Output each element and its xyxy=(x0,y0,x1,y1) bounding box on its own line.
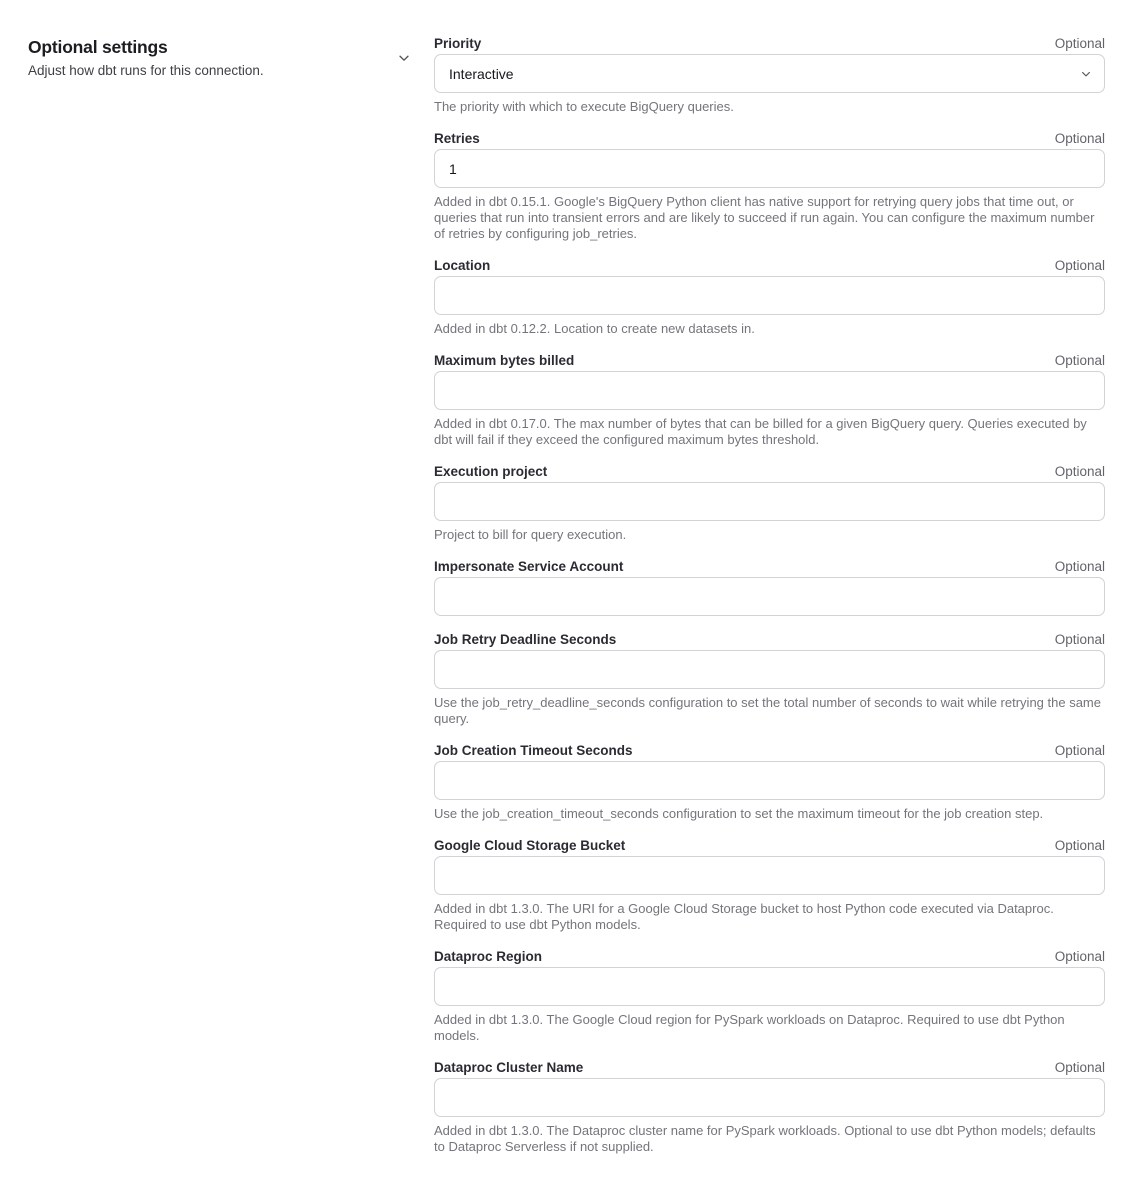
impersonate-service-account-input[interactable] xyxy=(434,577,1105,616)
section-subtitle: Adjust how dbt runs for this connection. xyxy=(28,63,264,78)
field-head xyxy=(434,949,1105,964)
field-head xyxy=(434,838,1105,853)
field-label-job-retry-deadline-seconds: Job Retry Deadline Seconds xyxy=(434,632,617,647)
optional-tag: Optional xyxy=(1054,632,1105,647)
field-maximum-bytes-billed xyxy=(434,353,1105,448)
field-head xyxy=(434,131,1105,146)
priority-select-value: Interactive xyxy=(449,65,514,82)
field-location xyxy=(434,258,1105,337)
optional-tag: Optional xyxy=(1054,559,1105,574)
field-help-dataproc-cluster-name: Added in dbt 1.3.0. The Dataproc cluster name for PySpark workloads. Optional to use dbt Python models; defaults to Dataproc Serverless if not supplied. xyxy=(434,1123,1096,1154)
field-help-execution-project: Project to bill for query execution. xyxy=(434,527,627,542)
chevron-down-icon xyxy=(397,51,411,65)
field-head xyxy=(434,743,1105,758)
section-collapse-button[interactable] xyxy=(396,50,412,66)
optional-tag: Optional xyxy=(1054,353,1105,368)
field-help-retries: Added in dbt 0.15.1. Google's BigQuery Python client has native support for retrying query jobs that time out, or queries that run into transient errors and are likely to succeed if run again. You can configure the maximum number of retries by configuring job_retries. xyxy=(434,194,1095,241)
field-label-priority: Priority xyxy=(434,36,482,51)
job-creation-timeout-seconds-input[interactable] xyxy=(434,761,1105,800)
optional-tag: Optional xyxy=(1054,36,1105,51)
section-title: Optional settings xyxy=(28,37,168,57)
field-help-location: Added in dbt 0.12.2. Location to create new datasets in. xyxy=(434,321,755,336)
execution-project-input[interactable] xyxy=(434,482,1105,521)
field-help-job-creation-timeout-seconds: Use the job_creation_timeout_seconds configuration to set the maximum timeout for the job creation step. xyxy=(434,806,1044,821)
optional-tag: Optional xyxy=(1054,743,1105,758)
field-retries xyxy=(434,131,1105,242)
field-head xyxy=(434,1060,1105,1075)
field-label-google-cloud-storage-bucket: Google Cloud Storage Bucket xyxy=(434,838,626,853)
field-impersonate-service-account xyxy=(434,559,1105,616)
field-job-creation-timeout-seconds xyxy=(434,743,1105,822)
field-label-dataproc-region: Dataproc Region xyxy=(434,949,543,964)
field-head xyxy=(434,36,1105,51)
field-head xyxy=(434,632,1105,647)
retries-input[interactable] xyxy=(434,149,1105,188)
field-help-dataproc-region: Added in dbt 1.3.0. The Google Cloud region for PySpark workloads on Dataproc. Required to use dbt Python models. xyxy=(434,1012,1065,1043)
priority-select[interactable] xyxy=(434,54,1105,93)
field-label-retries: Retries xyxy=(434,131,480,146)
field-label-location: Location xyxy=(434,258,491,273)
chevron-down-icon xyxy=(1080,68,1092,80)
field-help-job-retry-deadline-seconds: Use the job_retry_deadline_seconds configuration to set the total number of seconds to wait while retrying the same query. xyxy=(434,695,1101,726)
maximum-bytes-billed-input[interactable] xyxy=(434,371,1105,410)
section-header-text xyxy=(28,36,264,79)
field-dataproc-cluster-name xyxy=(434,1060,1105,1155)
field-help-maximum-bytes-billed: Added in dbt 0.17.0. The max number of bytes that can be billed for a given BigQuery query. Queries executed by dbt will fail if they exceed the configured maximum bytes threshold. xyxy=(434,416,1087,447)
optional-tag: Optional xyxy=(1054,838,1105,853)
optional-tag: Optional xyxy=(1054,1060,1105,1075)
field-label-impersonate-service-account: Impersonate Service Account xyxy=(434,559,624,574)
field-head xyxy=(434,258,1105,273)
field-priority xyxy=(434,36,1105,115)
field-head xyxy=(434,464,1105,479)
field-head xyxy=(434,559,1105,574)
field-job-retry-deadline-seconds xyxy=(434,632,1105,727)
optional-tag: Optional xyxy=(1054,464,1105,479)
field-execution-project xyxy=(434,464,1105,543)
optional-tag: Optional xyxy=(1054,131,1105,146)
dataproc-region-input[interactable] xyxy=(434,967,1105,1006)
field-head xyxy=(434,353,1105,368)
field-help-priority: The priority with which to execute BigQuery queries. xyxy=(434,99,734,114)
location-input[interactable] xyxy=(434,276,1105,315)
field-dataproc-region xyxy=(434,949,1105,1044)
optional-settings-form xyxy=(434,36,1105,1155)
field-google-cloud-storage-bucket xyxy=(434,838,1105,933)
field-label-execution-project: Execution project xyxy=(434,464,548,479)
google-cloud-storage-bucket-input[interactable] xyxy=(434,856,1105,895)
field-label-maximum-bytes-billed: Maximum bytes billed xyxy=(434,353,575,368)
field-help-google-cloud-storage-bucket: Added in dbt 1.3.0. The URI for a Google Cloud Storage bucket to host Python code executed via Dataproc. Required to use dbt Python models. xyxy=(434,901,1054,932)
optional-tag: Optional xyxy=(1054,258,1105,273)
job-retry-deadline-seconds-input[interactable] xyxy=(434,650,1105,689)
field-label-dataproc-cluster-name: Dataproc Cluster Name xyxy=(434,1060,584,1075)
optional-tag: Optional xyxy=(1054,949,1105,964)
section-header xyxy=(28,36,434,1155)
field-label-job-creation-timeout-seconds: Job Creation Timeout Seconds xyxy=(434,743,633,758)
dataproc-cluster-name-input[interactable] xyxy=(434,1078,1105,1117)
